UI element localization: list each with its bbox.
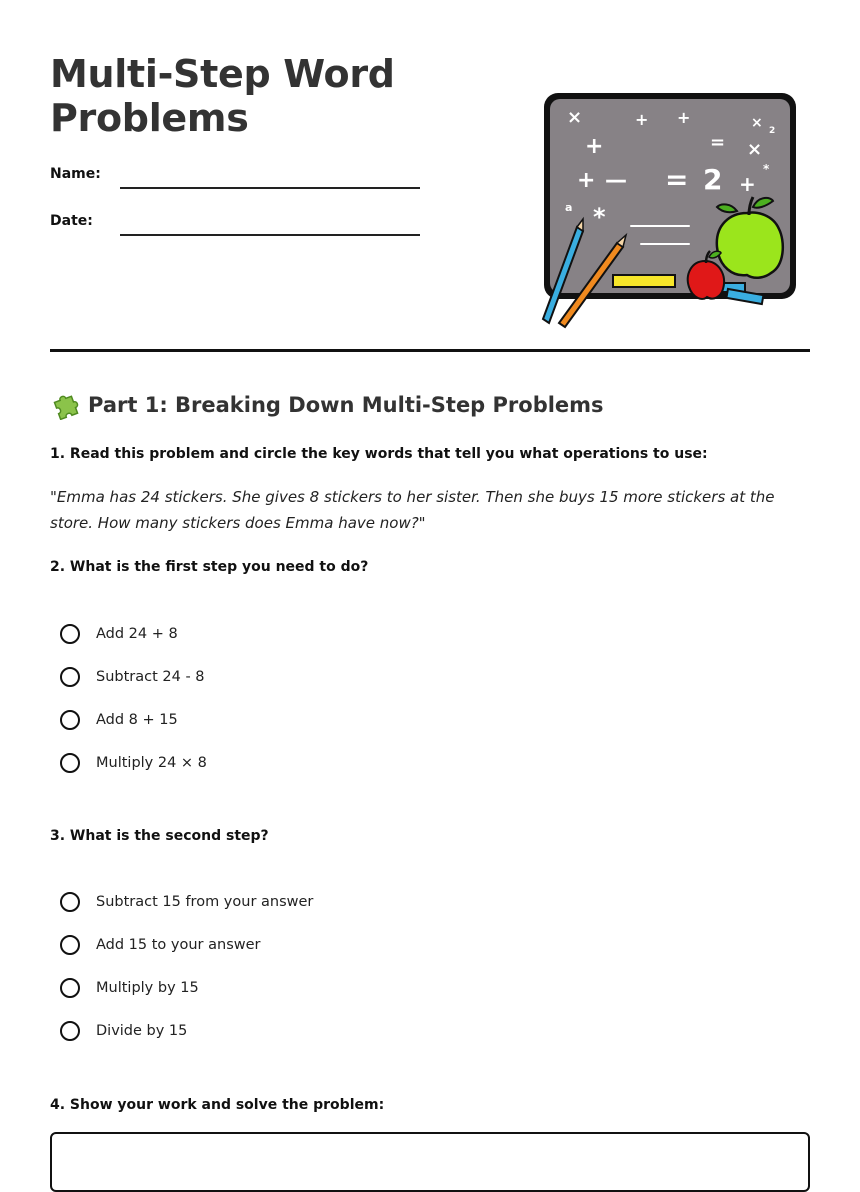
date-label: Date: bbox=[50, 213, 93, 229]
question-1: 1. Read this problem and circle the key words that tell you what operations to use: bbox=[50, 446, 708, 462]
date-field[interactable] bbox=[120, 234, 420, 236]
work-answer-box[interactable] bbox=[50, 1132, 810, 1192]
part-1-heading bbox=[50, 390, 604, 420]
svg-text:+: + bbox=[585, 134, 604, 159]
q3-option-2[interactable] bbox=[60, 935, 261, 955]
question-2: 2. What is the first step you need to do? bbox=[50, 559, 369, 575]
q2-option-1[interactable] bbox=[60, 624, 178, 644]
radio-button[interactable] bbox=[60, 1021, 80, 1041]
svg-text:+: + bbox=[739, 172, 756, 196]
title-line-2: Problems bbox=[50, 96, 249, 140]
q2-option-3[interactable] bbox=[60, 710, 178, 730]
q2-option-2[interactable] bbox=[60, 667, 205, 687]
svg-text:2: 2 bbox=[703, 163, 723, 196]
radio-button[interactable] bbox=[60, 935, 80, 955]
svg-text:=: = bbox=[665, 163, 689, 196]
chalkboard-illustration bbox=[535, 85, 805, 335]
radio-button[interactable] bbox=[60, 753, 80, 773]
svg-text:×: × bbox=[567, 107, 583, 128]
svg-text:=: = bbox=[710, 132, 726, 153]
q3-option-1[interactable] bbox=[60, 892, 313, 912]
option-label: Multiply 24 × 8 bbox=[96, 755, 207, 771]
part-1-title: Part 1: Breaking Down Multi-Step Problems bbox=[88, 393, 604, 417]
svg-text:+: + bbox=[635, 110, 649, 129]
svg-text:+: + bbox=[577, 168, 596, 193]
puzzle-piece-icon bbox=[50, 390, 80, 420]
title-line-1: Multi-Step Word bbox=[50, 52, 395, 96]
option-label: Add 24 + 8 bbox=[96, 626, 178, 642]
worksheet-title bbox=[50, 52, 395, 140]
svg-text:*: * bbox=[593, 203, 606, 231]
svg-text:*: * bbox=[763, 162, 770, 176]
q3-option-4[interactable] bbox=[60, 1021, 187, 1041]
radio-button[interactable] bbox=[60, 892, 80, 912]
q2-option-4[interactable] bbox=[60, 753, 207, 773]
option-label: Subtract 15 from your answer bbox=[96, 894, 314, 910]
option-label: Add 8 + 15 bbox=[96, 712, 178, 728]
radio-button[interactable] bbox=[60, 667, 80, 687]
svg-text:×: × bbox=[747, 139, 763, 160]
option-label: Multiply by 15 bbox=[96, 980, 199, 996]
svg-text:+: + bbox=[677, 108, 691, 127]
name-field[interactable] bbox=[120, 187, 420, 189]
question-3: 3. What is the second step? bbox=[50, 828, 269, 844]
svg-text:×: × bbox=[751, 115, 763, 131]
header-divider bbox=[50, 349, 810, 352]
name-label: Name: bbox=[50, 166, 101, 182]
radio-button[interactable] bbox=[60, 710, 80, 730]
q3-option-3[interactable] bbox=[60, 978, 199, 998]
option-label: Subtract 24 - 8 bbox=[96, 669, 205, 685]
svg-text:—: — bbox=[605, 168, 627, 193]
radio-button[interactable] bbox=[60, 978, 80, 998]
radio-button[interactable] bbox=[60, 624, 80, 644]
question-4: 4. Show your work and solve the problem: bbox=[50, 1097, 385, 1113]
svg-text:2: 2 bbox=[769, 126, 776, 136]
option-label: Divide by 15 bbox=[96, 1023, 188, 1039]
option-label: Add 15 to your answer bbox=[96, 937, 261, 953]
svg-text:a: a bbox=[565, 201, 573, 214]
question-1-problem-text: "Emma has 24 stickers. She gives 8 stickers to her sister. Then she buys 15 more stickers at the store. How many stickers does Emma have now?" bbox=[50, 488, 775, 532]
